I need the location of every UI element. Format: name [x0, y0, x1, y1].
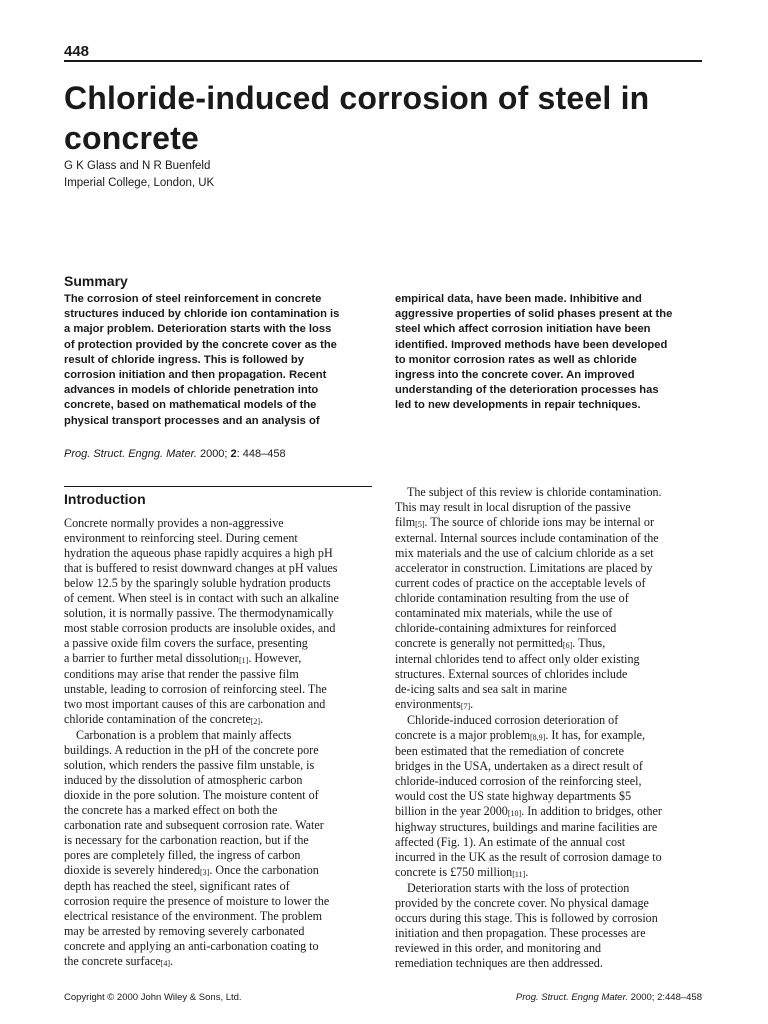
body-text: chloride-induced corrosion of the reinforcing steel, [395, 774, 642, 788]
body-line [64, 879, 339, 894]
body-line [64, 894, 339, 909]
body-line [64, 546, 339, 561]
body-line [395, 774, 662, 789]
body-text: external. Internal sources include contamination of the [395, 531, 659, 545]
body-line [64, 924, 339, 939]
body-line [395, 576, 662, 591]
body-line [64, 606, 339, 621]
header-rule [64, 60, 702, 62]
body-line [64, 909, 339, 924]
body-line [395, 606, 662, 621]
body-text: hydration the aqueous phase rapidly acquires a high pH [64, 546, 333, 560]
body-line [395, 713, 662, 728]
body-line [64, 818, 339, 833]
body-line [395, 911, 662, 926]
body-line [64, 591, 339, 606]
body-line [64, 833, 339, 848]
body-text: induced by the dissolution of atmospheric carbon [64, 773, 303, 787]
reference-marker: [1] [238, 656, 249, 665]
reference-marker: [5] [415, 520, 425, 529]
body-line [395, 789, 662, 804]
body-text: chloride-containing admixtures for reinforced [395, 621, 617, 635]
body-line [64, 712, 339, 728]
body-text: would cost the US state highway departments $5 [395, 789, 632, 803]
body-text: dioxide is severely hindered [64, 863, 201, 877]
body-line [64, 773, 339, 788]
body-text: concrete is £750 million [395, 865, 513, 879]
summary-line: a major problem. Deterioration starts with the loss [64, 323, 332, 336]
body-text: below 12.5 by the sparingly soluble hydration products [64, 576, 331, 590]
body-text: environments [395, 697, 461, 711]
body-line [64, 531, 339, 546]
body-text: a passive oxide film covers the surface, presenting [64, 636, 308, 650]
body-line [395, 621, 662, 636]
body-text: solution, which renders the passive film unstable, is [64, 758, 315, 772]
reference-marker: [2] [250, 717, 261, 726]
summary-line: to monitor corrosion rates as well as chloride [395, 353, 637, 366]
body-text: mix materials and the use of calcium chloride as a set [395, 546, 654, 560]
body-text: pores are completely filled, the ingress of carbon [64, 848, 301, 862]
body-text: concrete is generally not permitted [395, 636, 563, 650]
body-text: corrosion require the presence of moisture to lower the [64, 894, 330, 908]
body-text: concrete and applying an anti-carbonation coating to [64, 939, 319, 953]
introduction-heading: Introduction [64, 491, 146, 507]
body-text: two most important causes of this are carbonation and [64, 697, 326, 711]
body-line [395, 515, 662, 531]
body-text: . [170, 954, 174, 968]
summary-line: led to new developments in repair techniques. [395, 399, 641, 412]
body-text: chloride contamination of the concrete [64, 712, 251, 726]
body-line [64, 788, 339, 803]
body-text: Deterioration starts with the loss of protection [407, 881, 630, 895]
body-line [395, 820, 662, 835]
reference-marker: [8,9] [530, 733, 546, 742]
body-text: The subject of this review is chloride contamination. [407, 485, 662, 499]
body-text: internal chlorides tend to affect only older existing [395, 652, 640, 666]
body-text: a barrier to further metal dissolution [64, 651, 239, 665]
body-text: solution, it is normally passive. The thermodynamically [64, 606, 334, 620]
affiliation: Imperial College, London, UK [64, 177, 215, 189]
summary-left-column [64, 292, 339, 429]
body-text: Chloride-induced corrosion deterioration of [407, 713, 619, 727]
body-line [395, 682, 662, 697]
body-line [395, 667, 662, 682]
body-text: that is buffered to resist downward changes at pH values [64, 561, 338, 575]
body-line [64, 621, 339, 636]
body-line [395, 956, 662, 971]
body-text: . The source of chloride ions may be internal or [424, 515, 654, 529]
body-text: bridges in the USA, undertaken as a direct result of [395, 759, 643, 773]
body-text: carbonation rate and subsequent corrosion rate. Water [64, 818, 324, 832]
body-line [395, 759, 662, 774]
summary-line: of protection provided by the concrete cover as the [64, 338, 337, 351]
body-text: unstable, leading to corrosion of reinforcing steel. The [64, 682, 327, 696]
summary-line: corrosion initiation and then propagation. Recent [64, 369, 327, 382]
summary-line: ingress into the concrete cover. An improved [395, 369, 635, 382]
summary-right-column [395, 292, 672, 414]
body-line [64, 848, 339, 863]
summary-line: The corrosion of steel reinforcement in concrete [64, 293, 322, 305]
body-line [395, 728, 662, 744]
article-title: Chloride-induced corrosion of steel in concrete [64, 80, 650, 156]
body-text: highway structures, buildings and marine facilities are [395, 820, 658, 834]
citation-volume: 2 [230, 448, 237, 460]
summary-line: empirical data, have been made. Inhibitive and [395, 293, 642, 305]
body-text: accelerator in construction. Limitations are placed by [395, 561, 653, 575]
body-text: concrete is a major problem [395, 728, 530, 742]
body-text: the concrete has a marked effect on both the [64, 803, 278, 817]
body-text: . [260, 712, 264, 726]
body-line [64, 697, 339, 712]
body-line [395, 835, 662, 850]
body-line [395, 865, 662, 881]
body-line [64, 743, 339, 758]
body-line [64, 636, 339, 651]
body-line [64, 803, 339, 818]
body-line [64, 954, 339, 970]
body-line [64, 939, 339, 954]
body-text: buildings. A reduction in the pH of the concrete pore [64, 743, 319, 757]
body-text: . Once the carbonation [209, 863, 319, 877]
body-text: current codes of practice on the acceptable levels of [395, 576, 646, 590]
body-line [64, 576, 339, 591]
summary-line: understanding of the deterioration processes has [395, 384, 659, 397]
reference-marker: [3] [200, 868, 210, 877]
body-line [395, 546, 662, 561]
body-text: dioxide in the pore solution. The moisture content of [64, 788, 319, 802]
body-line [395, 697, 662, 713]
body-line [395, 636, 662, 652]
reference-marker: [11] [512, 870, 526, 879]
body-text: is necessary for the carbonation reaction, but if the [64, 833, 309, 847]
body-text: the concrete surface [64, 954, 161, 968]
body-text: been estimated that the remediation of concrete [395, 744, 625, 758]
body-line [395, 744, 662, 759]
body-text: contaminated mix materials, while the use of [395, 606, 613, 620]
body-text: . [525, 865, 529, 879]
body-text: provided by the concrete cover. No physical damage [395, 896, 649, 910]
summary-line: structures induced by chloride ion contamination is [64, 308, 340, 321]
body-text: affected (Fig. 1). An estimate of the annual cost [395, 835, 626, 849]
body-line [395, 804, 662, 820]
reference-marker: [4] [160, 959, 171, 968]
summary-line: aggressive properties of solid phases present at the [395, 308, 673, 321]
body-line [395, 531, 662, 546]
reference-marker: [7] [460, 702, 471, 711]
body-text: . In addition to bridges, other [521, 804, 662, 818]
body-line [395, 485, 662, 500]
body-line [395, 881, 662, 896]
body-line [64, 682, 339, 697]
body-line [395, 896, 662, 911]
body-line [395, 941, 662, 956]
citation-journal: Prog. Struct. Engng. Mater. [64, 448, 197, 460]
introduction-rule [64, 486, 372, 487]
body-line [64, 728, 339, 743]
body-text: billion in the year 2000 [395, 804, 508, 818]
footer-journal: Prog. Struct. Engng Mater. [515, 992, 629, 1003]
body-line [395, 926, 662, 941]
body-text: occurs during this stage. This is followed by corrosion [395, 911, 658, 925]
body-text: most stable corrosion products are insoluble oxides, and [64, 621, 336, 635]
body-line [64, 667, 339, 682]
body-text: Carbonation is a problem that mainly affects [76, 728, 292, 742]
body-line [64, 863, 339, 879]
summary-line: physical transport processes and an analysis of [64, 414, 320, 427]
body-line [64, 516, 339, 531]
body-line [395, 500, 662, 515]
body-line [64, 758, 339, 773]
summary-line: identified. Improved methods have been developed [395, 338, 668, 351]
body-line [64, 651, 339, 667]
body-text: This may result in local disruption of the passive [395, 500, 631, 514]
body-text: reviewed in this order, and monitoring and [395, 941, 602, 955]
body-line [64, 561, 339, 576]
right-column-body [395, 485, 662, 971]
footer-citation [516, 992, 702, 1003]
body-text: Concrete normally provides a non-aggressive [64, 516, 284, 530]
citation-pages: : 448–458 [236, 448, 286, 460]
author-block [64, 158, 214, 192]
body-text: chloride contamination resulting from the use of [395, 591, 629, 605]
body-text: structures. External sources of chlorides include [395, 667, 628, 681]
body-line [395, 850, 662, 865]
introduction-body [64, 516, 339, 970]
body-text: incurred in the UK as the result of corrosion damage to [395, 850, 662, 864]
body-text: film [395, 515, 416, 529]
summary-line: result of chloride ingress. This is followed by [64, 353, 304, 366]
body-text: remediation techniques are then addressed. [395, 956, 603, 970]
body-text: . [470, 697, 474, 711]
citation [64, 448, 286, 460]
body-text: environment to reinforcing steel. During cement [64, 531, 298, 545]
body-text: depth has reached the steel, significant rates of [64, 879, 290, 893]
summary-line: steel which affect corrosion initiation have been [395, 323, 651, 336]
body-text: conditions may arise that render the passive film [64, 667, 299, 681]
body-text: may be arrested by removing severely carbonated [64, 924, 305, 938]
body-text: . However, [248, 651, 302, 665]
summary-line: advances in models of chloride penetration into [64, 384, 319, 397]
footer-copyright: Copyright © 2000 John Wiley & Sons, Ltd. [64, 992, 242, 1003]
body-text: of cement. When steel is in contact with such an alkaline [64, 591, 339, 605]
page-number: 448 [64, 43, 90, 60]
body-text: . It has, for example, [545, 728, 646, 742]
footer-year-pages: 2000; 2:448–458 [630, 992, 702, 1003]
body-text: initiation and then propagation. These processes are [395, 926, 646, 940]
citation-year: 2000; [199, 448, 228, 460]
body-line [395, 561, 662, 576]
reference-marker: [10] [507, 809, 522, 818]
body-line [395, 591, 662, 606]
summary-line: concrete, based on mathematical models of the [64, 399, 317, 412]
reference-marker: [6] [562, 641, 573, 650]
body-text: de-icing salts and sea salt in marine [395, 682, 567, 696]
body-line [395, 652, 662, 667]
body-text: . Thus, [572, 636, 606, 650]
authors: G K Glass and N R Buenfeld [64, 160, 211, 172]
body-text: electrical resistance of the environment. The problem [64, 909, 323, 923]
summary-heading: Summary [64, 273, 128, 289]
